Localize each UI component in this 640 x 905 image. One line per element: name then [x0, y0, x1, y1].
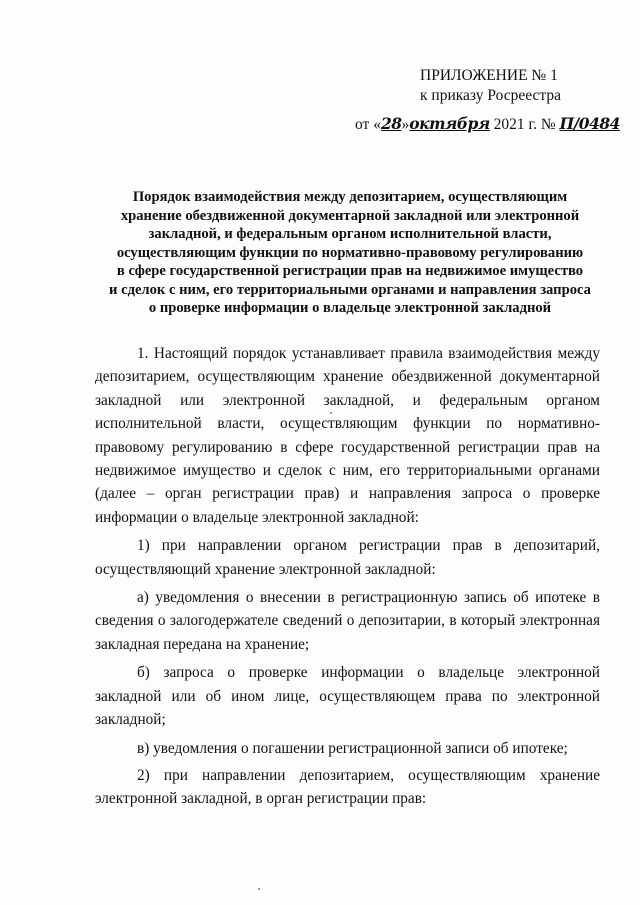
- order-prefix: от «: [355, 116, 381, 133]
- document-title: [90, 188, 610, 318]
- document-body: [95, 342, 600, 816]
- paragraph-1-1-a: а) уведомления о внесении в регистрационную запись об ипотеке в сведения о залогодержателе сведений о депозитарии, в который электронная закладная передана на хранение;: [95, 589, 600, 653]
- title-line: в сфере государственной регистрации прав на недвижимое имущество: [116, 263, 584, 279]
- order-year: 2021 г. №: [493, 116, 556, 133]
- appendix-header: [420, 66, 561, 105]
- title-line: о проверке информации о владельце электронной закладной: [148, 300, 552, 316]
- title-line: закладной, и федеральным органом исполнительной власти,: [148, 226, 552, 242]
- scan-speck: [258, 888, 260, 890]
- title-line: хранение обездвиженной документарной закладной или электронной: [120, 207, 580, 224]
- scan-speck: [330, 412, 332, 414]
- paragraph-1: 1. Настоящий порядок устанавливает правила взаимодействия между депозитарием, осуществляющим хранение обездвиженной документарной закладной или электронной закладной, и федеральным органом исполнительной власти, осуществляющим функции по нормативно-правовому регулированию в сфере государственной регистрации прав на недвижимое имущество и сделок с ним, его территориальными органами (далее – орган регистрации прав) и направления запроса о проверке информации о владельце электронной закладной:: [95, 345, 600, 526]
- paragraph-1-2: 2) при направлении депозитарием, осуществляющим хранение электронной закладной, в орган регистрации прав:: [95, 766, 600, 808]
- order-reference: [355, 114, 620, 134]
- paragraph-1-1: 1) при направлении органом регистрации прав в депозитарий, осуществляющий хранение электронной закладной:: [95, 537, 600, 578]
- order-month: октября: [409, 114, 490, 133]
- title-line: Порядок взаимодействия между депозитарием, осуществляющим: [132, 189, 568, 205]
- paragraph-1-1-c: в) уведомления о погашении регистрационной записи об ипотеке;: [137, 739, 568, 757]
- title-line: осуществляющим функции по нормативно-правовому регулированию: [116, 244, 584, 261]
- order-number: П/0484: [559, 114, 620, 133]
- paragraph-1-1-b: б) запроса о проверке информации о владельце электронной закладной или об ином лице, осуществляющем права по электронной закладной;: [95, 664, 600, 729]
- order-mid: »: [401, 116, 410, 133]
- title-line: и сделок с ним, его территориальными органами и направления запроса: [109, 281, 591, 298]
- order-day: 28: [380, 114, 402, 133]
- appendix-title: ПРИЛОЖЕНИЕ № 1: [420, 67, 558, 84]
- appendix-subtitle: к приказу Росреестра: [420, 87, 561, 104]
